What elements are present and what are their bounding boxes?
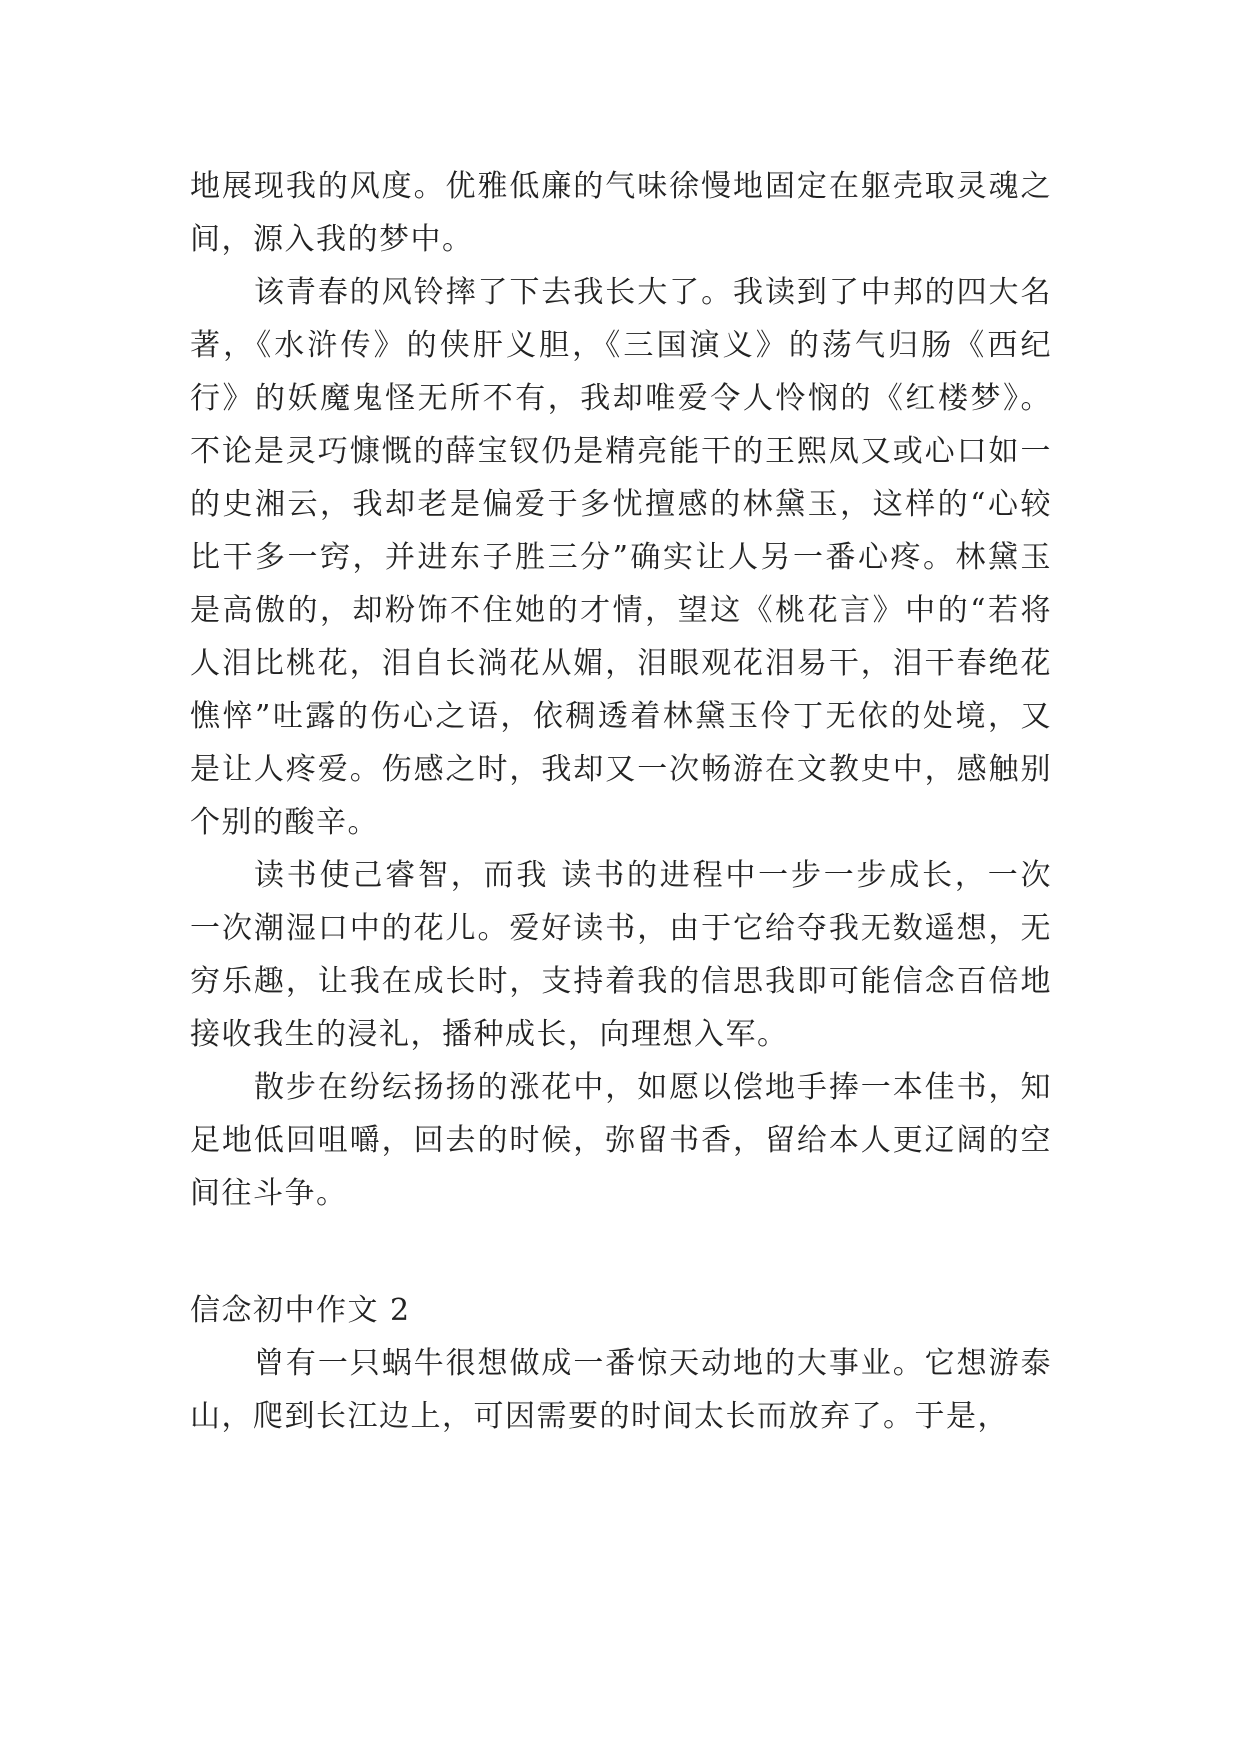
document-body xyxy=(190,160,1052,1443)
paragraph-reading-classics: 该青春的风铃摔了下去我长大了。我读到了中邦的四大名著，《水浒传》的侠肝义胆，《三国演义》的荡气归肠《西纪行》的妖魔鬼怪无所不有，我却唯爱令人怜悯的《红楼梦》。不论是灵巧慷慨的薛宝钗仍是精亮能干的王熙凤又或心口如一的史湘云，我却老是偏爱于多忧擅感的林黛玉，这样的“心较比干多一窍，并进东子胜三分”确实让人另一番心疼。林黛玉是高傲的，却粉饰不住她的才情，望这《桃花言》中的“若将人泪比桃花，泪自长淌花从媚，泪眼观花泪易干，泪干春绝花憔悴”吐露的伤心之语，依稠透着林黛玉伶丁无依的处境，又是让人疼爱。伤感之时，我却又一次畅游在文教史中，感触别个别的酸辛。 xyxy=(190,275,1052,840)
section-title: 信念初中作文 2 xyxy=(190,1293,411,1328)
paragraph-conclusion: 散步在纷纭扬扬的涨花中，如愿以偿地手捧一本佳书，知足地低回咀嚼，回去的时候，弥留书香，留给本人更辽阔的空间往斗争。 xyxy=(190,1070,1052,1211)
paragraph-reading-growth: 读书使己睿智，而我 读书的进程中一步一步成长，一次一次潮湿口中的花儿。爱好读书，由于它给夺我无数遥想，无穷乐趣，让我在成长时，支持着我的信思我即可能信念百倍地接收我生的浸礼，播种成长，向理想入军。 xyxy=(190,858,1052,1052)
paragraph-snail-story: 曾有一只蜗牛很想做成一番惊天动地的大事业。它想游泰山，爬到长江边上，可因需要的时间太长而放弃了。于是， xyxy=(190,1346,1052,1434)
paragraph-continuation: 地展现我的风度。优雅低廉的气味徐慢地固定在躯壳取灵魂之间，源入我的梦中。 xyxy=(190,169,1052,257)
